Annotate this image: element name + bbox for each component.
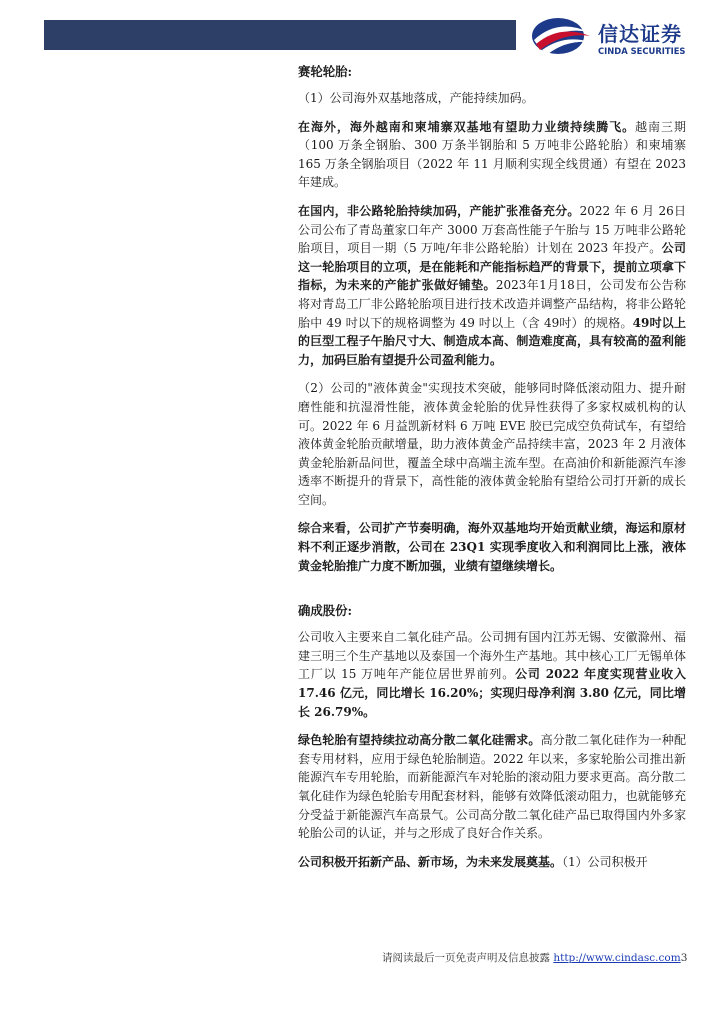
disclaimer-text: 请阅读最后一页免责声明及信息披露 bbox=[382, 952, 554, 964]
paragraph bbox=[298, 379, 686, 509]
report-body bbox=[298, 62, 686, 871]
paragraph-text: 越南三期（100 万条全钢胎、300 万条半钢胎和 5 万吨非公路轮胎）和柬埔寨165 万条全钢胎项目（2022 年 11 月顺利实现全线贯通）有望在 2023年建成。 bbox=[298, 119, 686, 190]
paragraph-emphasis: 在国内，非公路轮胎持续加码，产能扩张准备充分。 bbox=[298, 203, 580, 218]
paragraph bbox=[298, 89, 686, 108]
paragraph-summary bbox=[298, 519, 686, 575]
paragraph-text: 高分散二氧化硅作为一种配套专用材料，应用于绿色轮胎制造。2022 年以来，多家轮胎公司推出新能源汽车专用轮胎，而新能源汽车对轮胎的滚动阻力要求更高。高分散二氧化硅作为绿色轮胎专用配套材料，能够有效降低滚动阻力，也就能够充分受益于新能源汽车高景气。公司高分散二氧化硅产品已取得国内外多家轮胎公司的认证，并与之形成了良好合作关系。 bbox=[298, 733, 686, 841]
paragraph-emphasis: 绿色轮胎有望持续拉动高分散二氧化硅需求。 bbox=[298, 733, 541, 748]
paragraph-text: （2）公司的"液体黄金"实现技术突破，能够同时降低滚动阻力、提升耐磨性能和抗湿滑性能，液体黄金轮胎的优异性获得了多家权威机构的认可。2022 年 6 月益凯新材料 6 万吨 EVE 胶已完成空负荷试车，有望给液体黄金轮胎贡献增量，助力液体黄金产品持续丰富，2023 年 2 月液体黄金轮胎新品问世，覆盖全球中高端主流车型。在高油价和新能源汽车渗透率不断提升的背景下，高性能的液体黄金轮胎有望给公司打开新的成长空间。 bbox=[298, 381, 686, 507]
paragraph-text: 公司收入主要来自二氧化硅产品。公司拥有国内江苏无锡、安徽滁州、福建三明三个生产基地以及泰国一个海外生产基地。其中核心工厂无锡单体工厂以 15 万吨年产能位居世界前列。 bbox=[298, 630, 686, 682]
paragraph-emphasis: 综合来看，公司扩产节奏明确，海外双基地均开始贡献业绩，海运和原材料不利正逐步消散，公司在 23Q1 实现季度收入和利润同比上涨，液体黄金轮胎推广力度不断加强，业绩有望继续增长。 bbox=[298, 521, 686, 573]
paragraph-emphasis: 公司这一轮胎项目的立项，是在能耗和产能指标趋严的背景下，提前立项拿下指标，为未来的产能扩张做好铺垫。 bbox=[298, 241, 686, 293]
paragraph-text: 2022 年 6 月 26日公司公布了青岛董家口年产 3000 万套高性能子午胎与 15 万吨非公路轮胎项目，项目一期（5 万吨/年非公路轮胎）计划在 2023 年投产。 bbox=[298, 203, 686, 256]
paragraph-text: （1）公司海外双基地落成，产能持续加码。 bbox=[298, 91, 534, 105]
paragraph bbox=[298, 628, 686, 721]
paragraph-emphasis: 在海外，海外越南和柬埔寨双基地有望助力业绩持续腾飞。 bbox=[298, 119, 636, 134]
paragraph bbox=[298, 202, 686, 369]
section-title-sailun: 赛轮轮胎: bbox=[298, 64, 353, 79]
paragraph bbox=[298, 731, 686, 843]
paragraph-emphasis: 公司积极开拓新产品、新市场，为未来发展奠基。 bbox=[298, 854, 563, 869]
paragraph bbox=[298, 853, 686, 872]
website-link[interactable]: http://www.cindasc.com bbox=[553, 952, 681, 964]
paragraph bbox=[298, 118, 686, 192]
section-title-quechen: 确成股份: bbox=[298, 603, 353, 619]
paragraph-emphasis: 公司 2022 年度实现营业收入 17.46 亿元，同比增长 16.20%；实现归母净利润 3.80 亿元，同比增长 26.79%。 bbox=[298, 667, 686, 719]
logo-english-name: CINDA SECURITIES bbox=[598, 46, 686, 56]
paragraph-text: （1）公司积极开 bbox=[562, 854, 648, 869]
company-logo bbox=[528, 14, 708, 58]
logo-chinese-name: 信达证券 bbox=[598, 22, 682, 46]
cinda-logo-icon bbox=[528, 14, 592, 58]
page-number: 3 bbox=[680, 952, 688, 964]
paragraph-text: 2023年1月18日，公司发布公告称将对青岛工厂非公路轮胎项目进行技术改造并调整产品结构，将非公路轮胎中 49 吋以下的规格调整为 49 吋以上（含 49吋）的规格。 bbox=[298, 278, 686, 330]
page-footer bbox=[382, 950, 694, 965]
paragraph-emphasis: 49吋以上的巨型工程子午胎尺寸大、制造成本高、制造难度高，具有较高的盈利能力，加码巨胎有望提升公司盈利能力。 bbox=[298, 315, 686, 367]
header-band bbox=[44, 20, 516, 50]
